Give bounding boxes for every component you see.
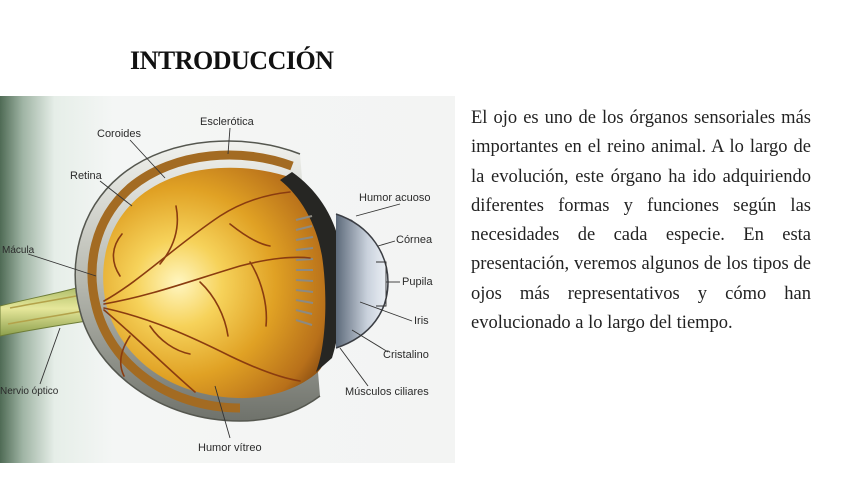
label-musculos-ciliares: Músculos ciliares [345,386,429,398]
eye-anatomy-illustration [0,96,455,463]
label-cristalino: Cristalino [383,349,429,361]
label-retina: Retina [70,170,102,182]
label-coroides: Coroides [97,128,142,140]
label-humor-vitreo: Humor vítreo [198,442,262,454]
eye-anatomy-diagram [0,96,455,463]
intro-paragraph: El ojo es uno de los órganos sensoriales más importantes en el reino animal. A lo largo de la evolución, este órgano ha ido adquiriendo diferentes formas y funciones según las necesidades de cada especie. En esta presentación, veremos algunos de los tipos de ojos más representativos y cómo han evolucionado a lo largo del tiempo. [471,108,811,334]
label-nervio-optico: Nervio óptico [0,386,59,397]
label-humor-acuoso: Humor acuoso [359,192,431,204]
label-macula: Mácula [2,245,35,256]
label-pupila: Pupila [402,276,433,288]
label-cornea: Córnea [396,234,433,246]
label-esclerotica: Esclerótica [200,116,254,128]
label-iris: Iris [414,315,429,327]
slide-title: INTRODUCCIÓN [130,46,334,75]
